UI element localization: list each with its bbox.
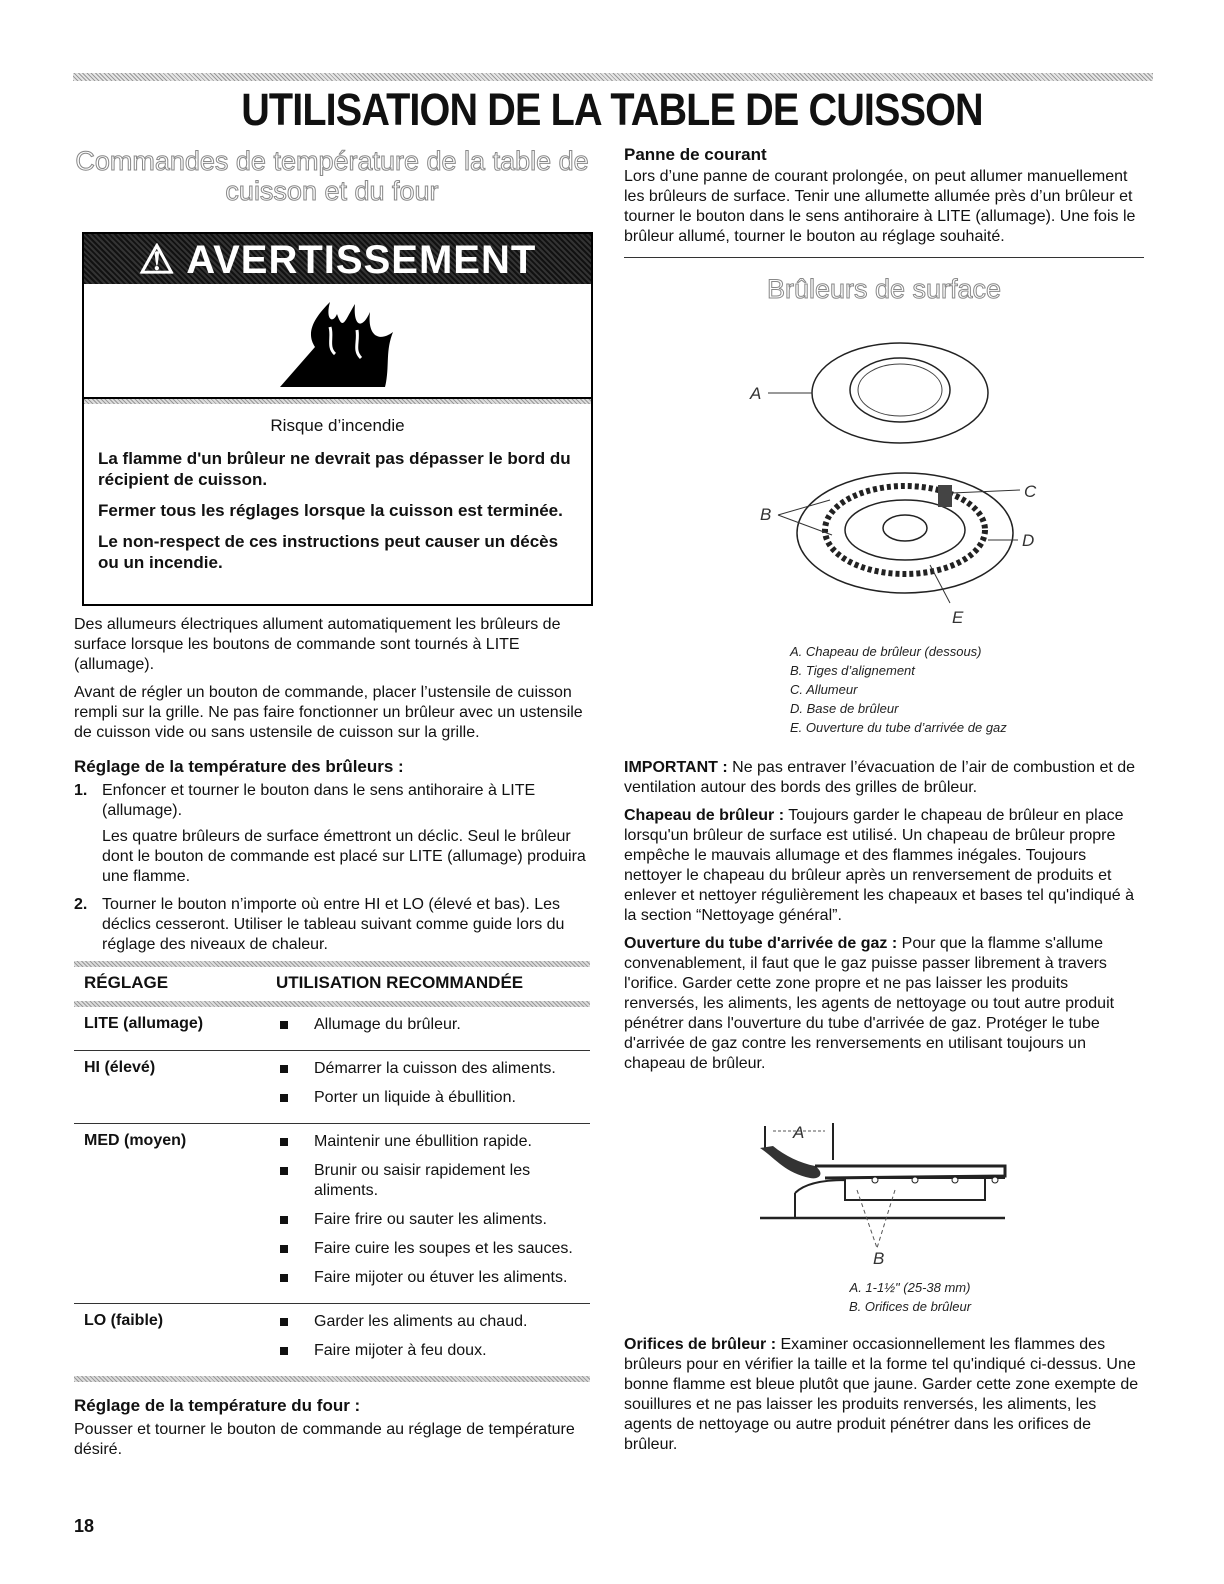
figure-caption: C. Allumeur [790, 682, 858, 697]
warning-line: Le non-respect de ces instructions peut causer un décès ou un incendie. [98, 532, 559, 572]
step-item: 1. Enfoncer et tourner le bouton dans le sens antihoraire à LITE (allumage). Les quatre brûleurs de surface émettront un déclic. Seul le brûleur dont le bouton de commande est placé sur LITE (allumage) produira une flamme. [74, 782, 586, 885]
orifices-paragraph: Orifices de brûleur : Examiner occasionnellement les flammes des brûleurs pour en vérifier la taille et la forme tel qu'indiqué ci-dessus. Une bonne flamme est bleue plutôt que jaune. Garder cette zone exempte de souillures et ne pas laisser les produits renversés, les aliments, les agents de nettoyage ou autre produit pénétrer dans les orifices de brûleur. [624, 1336, 1139, 1453]
cap-paragraph: Chapeau de brûleur : Toujours garder le chapeau de brûleur en place lorsqu'un brûleur de surface est utilisé. Un chapeau de brûleur propre empêche le mauvais allumage et des flammes inégales. Toujours nettoyer le chapeau du brûleur après un renversement de produits et enlever et nettoyer régulièrement les chapeaux et bases tel qu'indiqué à la section “Nettoyage général”. [624, 807, 1135, 924]
warning-banner: ⚠ AVERTISSEMENT [84, 234, 591, 284]
step-item: 2. Tourner le bouton n’importe où entre HI et LO (élevé et bas). Les déclics cesseront. Utiliser le tableau suivant comme guide lors du réglage des niveaux de chaleur. [74, 896, 565, 953]
figure-caption: D. Base de brûleur [790, 701, 899, 716]
page-title: UTILISATION DE LA TABLE DE CUISSON [241, 84, 983, 135]
warning-line: Fermer tous les réglages lorsque la cuisson est terminée. [98, 501, 563, 520]
label-a: A [750, 384, 762, 403]
label-b: B [873, 1249, 885, 1268]
table-row: LITE (allumage) Allumage du brûleur. [74, 1007, 590, 1051]
power-failure-text: Lors d’une panne de courant prolongée, on peut allumer manuellement les brûleurs de surface. Tenir une allumette allumée près d’un brûleur et tourner le bouton dans le sens antihoraire à LITE (allumage). Une fois le brûleur allumé, tourner le bouton au réglage souhaité. [624, 168, 1136, 245]
warning-triangle-icon: ⚠ [138, 238, 176, 282]
power-failure-heading: Panne de courant [624, 145, 767, 164]
table-row: HI (élevé) Démarrer la cuisson des aliments. Porter un liquide à ébullition. [74, 1051, 590, 1124]
steps-list [74, 781, 590, 955]
burner-orifice-diagram [755, 1118, 1025, 1268]
warning-body [84, 404, 591, 591]
figure2-captions [760, 1278, 1060, 1316]
figure-caption: E. Ouverture du tube d’arrivée de gaz [790, 720, 1007, 735]
right-body [624, 758, 1144, 1074]
important-paragraph: IMPORTANT : Ne pas entraver l’évacuation de l’air de combustion et de ventilation autour des bords des grilles de brûleur. [624, 759, 1136, 796]
figure1-captions [790, 642, 1150, 737]
left-column [74, 146, 590, 206]
heat-settings-table [74, 967, 590, 1376]
risk-label: Risque d’incendie [270, 416, 405, 435]
left-body [74, 615, 590, 1460]
label-c: C [1024, 482, 1037, 501]
tube-paragraph: Ouverture du tube d'arrivée de gaz : Pour que la flamme s'allume convenablement, il faut que le gaz puisse passer librement à travers l'orifice. Garder cette zone propre et ne pas laisser les produits renversés, les aliments, les agents de nettoyage ou tout autre produit pénétrer dans l'ouverture du tube d'arrivée de gaz. Protéger le tube d'arrivée de gaz contre les renversements en utilisant toujours un chapeau de brûleur. [624, 935, 1115, 1072]
label-a: A [793, 1123, 805, 1142]
table-header: RÉGLAGE [84, 973, 169, 992]
fire-hazard-icon [84, 284, 591, 399]
oven-heading: Réglage de la température du four : [74, 1396, 361, 1415]
right-column [624, 145, 1144, 304]
figure-caption: A. Chapeau de brûleur (dessous) [790, 644, 982, 659]
top-rule [73, 73, 1153, 81]
paragraph-ignitors: Des allumeurs électriques allument automatiquement les brûleurs de surface lorsque les boutons de commande sont tournés à LITE (allumage). [74, 616, 561, 673]
section-heading-controls: Commandes de température de la table de cuisson et du four [75, 146, 589, 206]
label-b: B [760, 505, 772, 524]
orifices-section [624, 1335, 1144, 1455]
warning-line: La flamme d'un brûleur ne devrait pas dépasser le bord du récipient de cuisson. [98, 449, 571, 489]
warning-box [82, 232, 593, 606]
figure-caption: A. 1-1½" (25-38 mm) [849, 1280, 971, 1295]
figure-caption: B. Tiges d’alignement [790, 663, 915, 678]
label-d: D [1022, 531, 1035, 550]
paragraph-before-setting: Avant de régler un bouton de commande, placer l’ustensile de cuisson rempli sur la grille. Ne pas faire fonctionner un brûleur avec un ustensile de cuisson vide ou sans ustensile de cuisson sur la grille. [74, 684, 583, 741]
label-e: E [952, 608, 964, 627]
oven-text: Pousser et tourner le bouton de commande au réglage de température désiré. [74, 1421, 575, 1458]
table-header: UTILISATION RECOMMANDÉE [276, 973, 524, 992]
figure-caption: B. Orifices de brûleur [848, 1299, 972, 1314]
burner-exploded-diagram [740, 335, 1040, 630]
table-row: MED (moyen) Maintenir une ébullition rapide. Brunir ou saisir rapidement les aliments. Faire frire ou sauter les aliments. Faire cuire les soupes et les sauces. Faire mijoter ou étuver les aliments. [74, 1124, 590, 1304]
page-number: 18 [74, 1516, 95, 1536]
table-row: LO (faible) Garder les aliments au chaud. Faire mijoter à feu doux. [74, 1304, 590, 1377]
burner-heading: Réglage de la température des brûleurs : [74, 757, 404, 776]
surface-burners-heading: Brûleurs de surface [766, 274, 1002, 304]
